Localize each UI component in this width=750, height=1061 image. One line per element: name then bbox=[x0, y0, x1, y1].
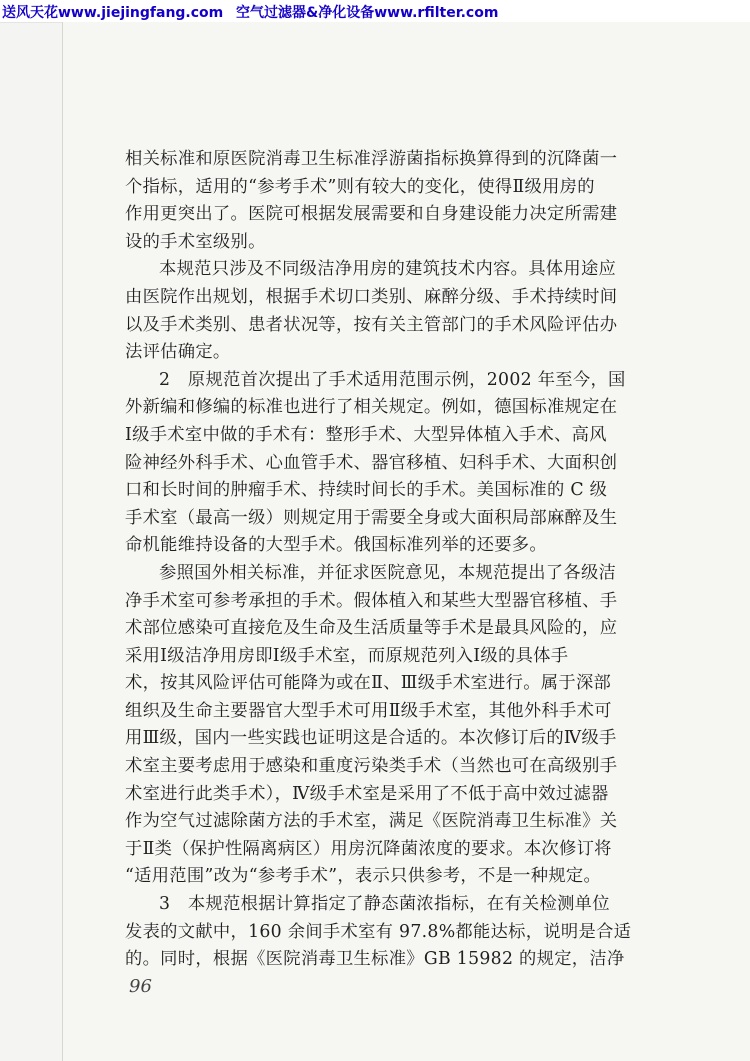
text-line: 组织及生命主要器官大型手术可用Ⅱ级手术室，其他外科手术可 bbox=[125, 700, 612, 721]
text-line: 险神经外科手术、心血管手术、器官移植、妇科手术、大面积创 bbox=[125, 452, 618, 473]
text-line: 用Ⅲ级，国内一些实践也证明这是合适的。本次修订后的Ⅳ级手 bbox=[125, 728, 617, 749]
text-line: 手术室（最高一级）则规定用于需要全身或大面积局部麻醉及生 bbox=[125, 507, 618, 528]
text-line: 的。同时，根据《医院消毒卫生标准》GB 15982 的规定，洁净 bbox=[125, 949, 625, 970]
text-line: “适用范围”改为“参考手术”，表示只供参考，不是一种规定。 bbox=[125, 866, 602, 887]
text-line: 术，按其风险评估可能降为或在Ⅱ、Ⅲ级手术室进行。属于深部 bbox=[125, 673, 612, 694]
text-line: 3 本规范根据计算指定了静态菌浓指标，在有关检测单位 bbox=[159, 894, 610, 915]
website-banner bbox=[0, 0, 750, 23]
banner-right-link[interactable]: 空气过滤器&净化设备www.rfilter.com bbox=[236, 5, 499, 21]
page-number: 96 bbox=[129, 976, 152, 997]
banner-left-link[interactable]: 送风天花www.jiejingfang.com bbox=[2, 5, 224, 21]
text-line: 个指标，适用的“参考手术”则有较大的变化，使得Ⅱ级用房的 bbox=[125, 176, 595, 197]
text-line: 法评估确定。 bbox=[125, 342, 231, 363]
text-line: 采用Ⅰ级洁净用房即Ⅰ级手术室，而原规范列入Ⅰ级的具体手 bbox=[125, 645, 569, 666]
text-line: 作用更突出了。医院可根据发展需要和自身建设能力决定所需建 bbox=[125, 204, 618, 225]
text-line: 参照国外相关标准，并征求医院意见，本规范提出了各级洁 bbox=[159, 562, 617, 583]
text-line: 外新编和修编的标准也进行了相关规定。例如，德国标准规定在 bbox=[125, 397, 618, 418]
text-line: 发表的文献中，160 余间手术室有 97.8%都能达标，说明是合适 bbox=[125, 921, 632, 942]
text-line: Ⅰ级手术室中做的手术有：整形手术、大型异体植入手术、高风 bbox=[125, 424, 607, 445]
text-line: 术部位感染可直接危及生命及生活质量等手术是最具风险的，应 bbox=[125, 618, 618, 639]
text-line: 术室主要考虑用于感染和重度污染类手术（当然也可在高级别手 bbox=[125, 756, 618, 777]
text-line: 作为空气过滤除菌方法的手术室，满足《医院消毒卫生标准》关 bbox=[125, 811, 618, 832]
document-body bbox=[125, 146, 645, 974]
text-line: 设的手术室级别。 bbox=[125, 231, 266, 252]
text-line: 本规范只涉及不同级洁净用房的建筑技术内容。具体用途应 bbox=[159, 259, 617, 280]
text-line: 相关标准和原医院消毒卫生标准浮游菌指标换算得到的沉降菌一 bbox=[125, 149, 618, 169]
text-line: 术室进行此类手术），Ⅳ级手术室是采用了不低于高中效过滤器 bbox=[125, 783, 609, 804]
text-line: 2 原规范首次提出了手术适用范围示例，2002 年至今，国 bbox=[159, 369, 626, 390]
text-line: 以及手术类别、患者状况等，按有关主管部门的手术风险评估办 bbox=[125, 314, 618, 335]
text-line: 由医院作出规划，根据手术切口类别、麻醉分级、手术持续时间 bbox=[125, 286, 618, 307]
text-line: 口和长时间的肿瘤手术、持续时间长的手术。美国标准的 C 级 bbox=[125, 480, 608, 501]
text-line: 于Ⅱ类（保护性隔离病区）用房沉降菌浓度的要求。本次修订将 bbox=[125, 838, 612, 859]
text-line: 净手术室可参考承担的手术。假体植入和某些大型器官移植、手 bbox=[125, 590, 618, 611]
text-line: 命机能维持设备的大型手术。俄国标准列举的还要多。 bbox=[125, 535, 547, 556]
